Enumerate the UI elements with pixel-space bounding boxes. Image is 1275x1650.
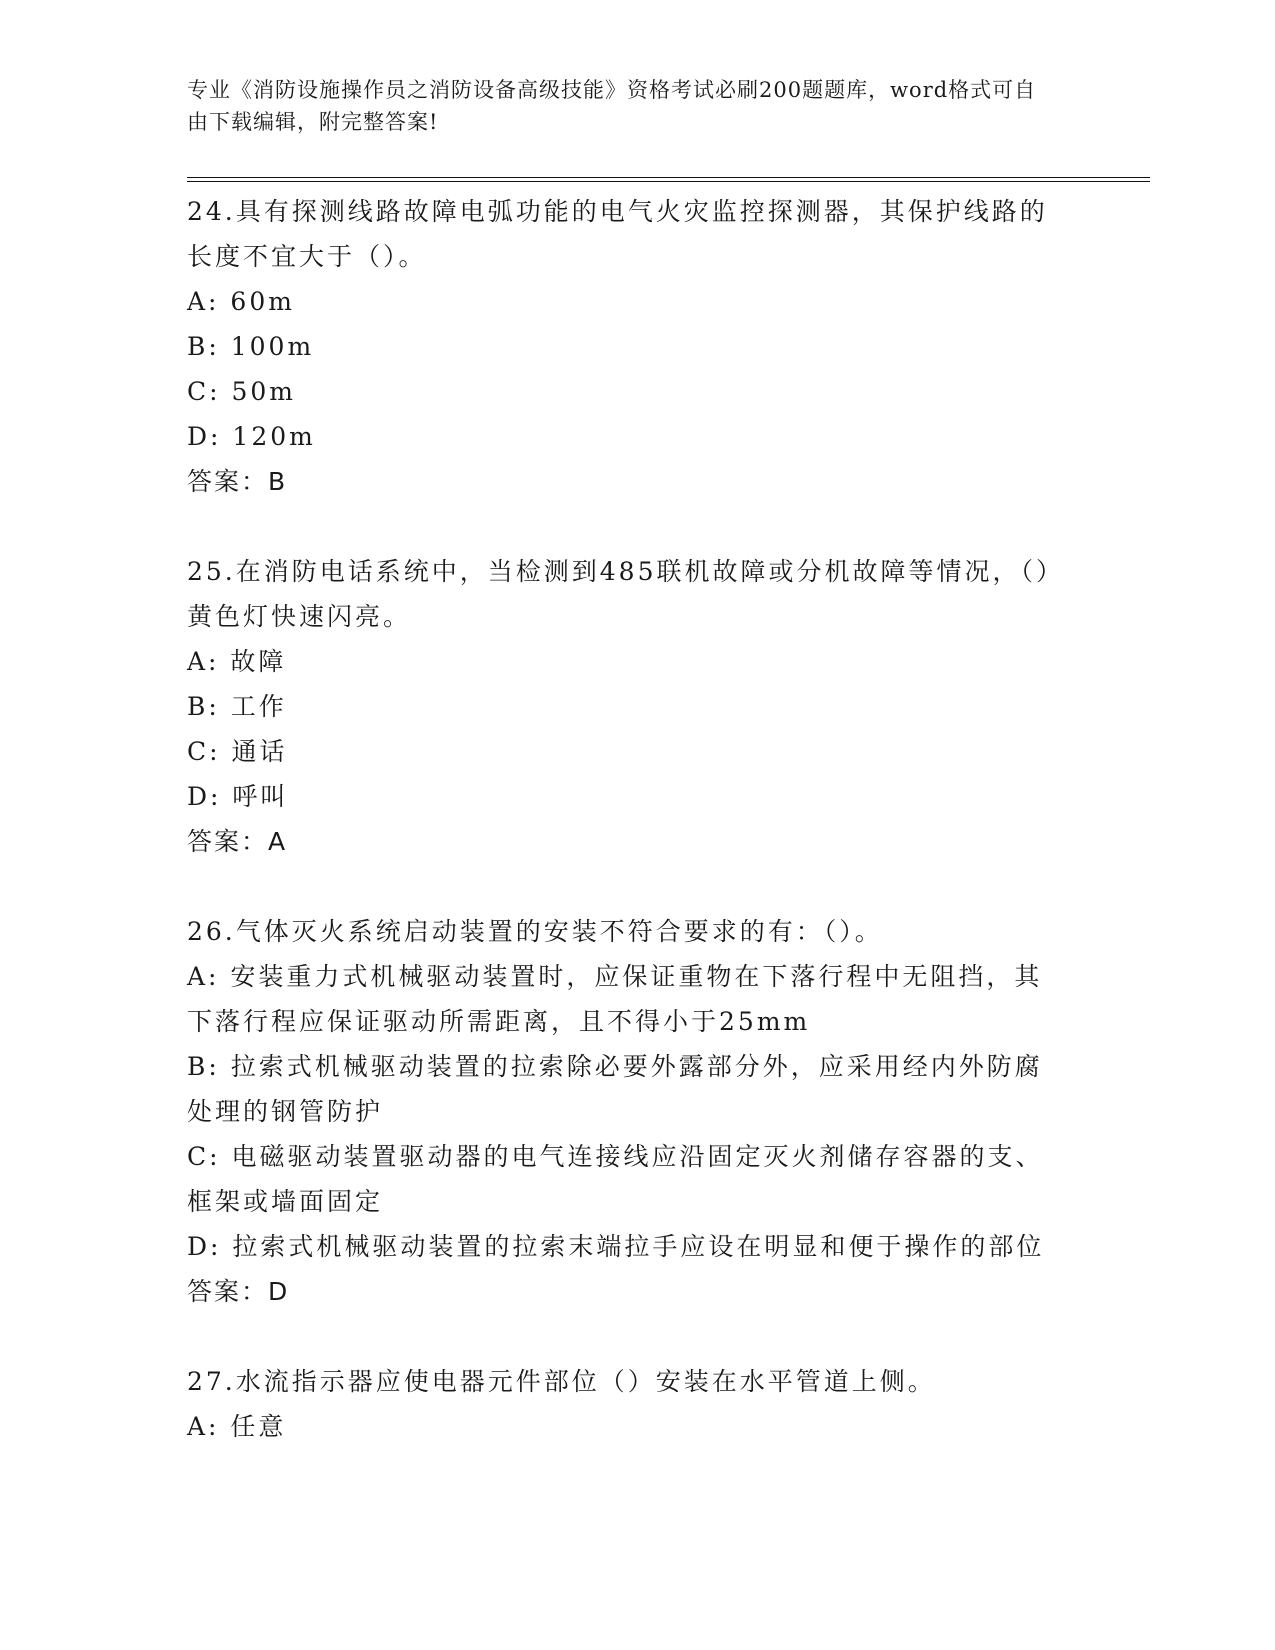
question-27 (187, 1359, 1067, 1449)
answer: 答案：B (187, 467, 288, 496)
question-stem: 25.在消防电话系统中，当检测到485联机故障或分机故障等情况，（）黄色灯快速闪亮。 (187, 557, 1064, 631)
question-stem: 26.气体灭火系统启动装置的安装不符合要求的有：（）。 (187, 917, 883, 946)
option-a: A: 故障 (187, 647, 287, 676)
option-b: B: 100m (187, 332, 315, 361)
document-header: 专业《消防设施操作员之消防设备高级技能》资格考试必刷200题题库，word格式可自由下载编辑，附完整答案! (187, 78, 1037, 134)
option-d: D: 呼叫 (187, 782, 289, 811)
question-stem: 24.具有探测线路故障电弧功能的电气火灾监控探测器，其保护线路的长度不宜大于（）。 (187, 197, 1048, 271)
option-b: B: 拉索式机械驱动装置的拉索除必要外露部分外，应采用经内外防腐处理的钢管防护 (187, 1052, 1043, 1126)
header-divider-bottom (187, 181, 1150, 182)
option-d: D: 120m (187, 422, 316, 451)
question-25 (187, 549, 1067, 864)
answer: 答案：A (187, 827, 288, 856)
option-c: C: 通话 (187, 737, 288, 766)
option-c: C: 50m (187, 377, 297, 406)
option-a: A: 任意 (187, 1412, 287, 1441)
option-c: C: 电磁驱动装置驱动器的电气连接线应沿固定灭火剂储存容器的支、框架或墙面固定 (187, 1142, 1044, 1216)
question-list (187, 189, 1067, 1449)
question-stem: 27.水流指示器应使电器元件部位（）安装在水平管道上侧。 (187, 1367, 936, 1396)
option-a: A: 安装重力式机械驱动装置时，应保证重物在下落行程中无阻挡，其下落行程应保证驱动所需距离，且不得小于25mm (187, 962, 1043, 1036)
option-d: D: 拉索式机械驱动装置的拉索末端拉手应设在明显和便于操作的部位 (187, 1232, 1045, 1261)
question-24 (187, 189, 1067, 504)
option-a: A: 60m (187, 287, 295, 316)
header-divider-top (187, 177, 1150, 178)
answer: 答案：D (187, 1277, 290, 1306)
question-26 (187, 909, 1067, 1314)
option-b: B: 工作 (187, 692, 287, 721)
